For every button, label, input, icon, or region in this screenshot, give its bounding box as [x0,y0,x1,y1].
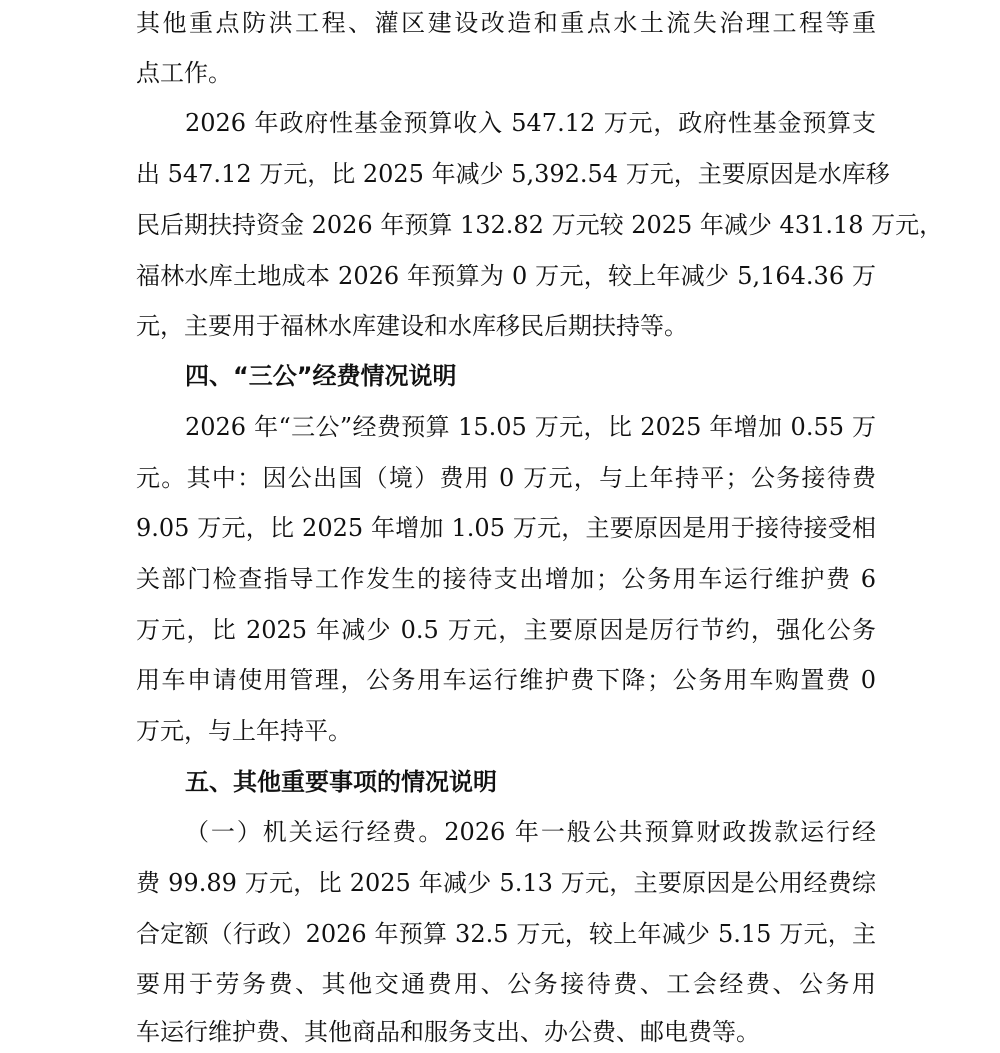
paragraph-line: 车运行维护费、其他商品和服务支出、办公费、邮电费等。 [136,1018,760,1046]
paragraph-line: 万元，与上年持平。 [136,717,352,745]
paragraph-line: 合定额（行政）2026 年预算 32.5 万元，较上年减少 5.15 万元，主 [136,920,876,948]
paragraph-line: 其他重点防洪工程、灌区建设改造和重点水土流失治理工程等重 [136,9,876,37]
paragraph-line: 2026 年“三公”经费预算 15.05 万元，比 2025 年增加 0.55 万 [185,413,876,441]
paragraph-line: 要用于劳务费、其他交通费用、公务接待费、工会经费、公务用 [136,970,876,998]
paragraph-line: 2026 年政府性基金预算收入 547.12 万元，政府性基金预算支 [185,109,876,137]
paragraph-line: 费 99.89 万元，比 2025 年减少 5.13 万元，主要原因是公用经费综 [136,869,876,897]
section-heading: 四、“三公”经费情况说明 [185,362,457,390]
section-heading: 五、其他重要事项的情况说明 [185,768,497,796]
paragraph-line: 9.05 万元，比 2025 年增加 1.05 万元，主要原因是用于接待接受相 [136,514,876,542]
paragraph-line: （一）机关运行经费。2026 年一般公共预算财政拨款运行经 [185,818,876,846]
paragraph-line: 出 547.12 万元，比 2025 年减少 5,392.54 万元，主要原因是水库移 [136,160,890,188]
paragraph-line: 关部门检查指导工作发生的接待支出增加；公务用车运行维护费 6 [136,565,876,593]
paragraph-line: 万元，比 2025 年减少 0.5 万元，主要原因是厉行节约，强化公务 [136,616,876,644]
paragraph-line: 点工作。 [136,59,232,87]
paragraph-line: 民后期扶持资金 2026 年预算 132.82 万元较 2025 年减少 431.18 万元， [136,211,944,239]
paragraph-line: 元。其中：因公出国（境）费用 0 万元，与上年持平；公务接待费 [136,464,876,492]
paragraph-line: 用车申请使用管理，公务用车运行维护费下降；公务用车购置费 0 [136,666,876,694]
paragraph-line: 元，主要用于福林水库建设和水库移民后期扶持等。 [136,312,688,340]
paragraph-line: 福林水库土地成本 2026 年预算为 0 万元，较上年减少 5,164.36 万 [136,262,876,290]
